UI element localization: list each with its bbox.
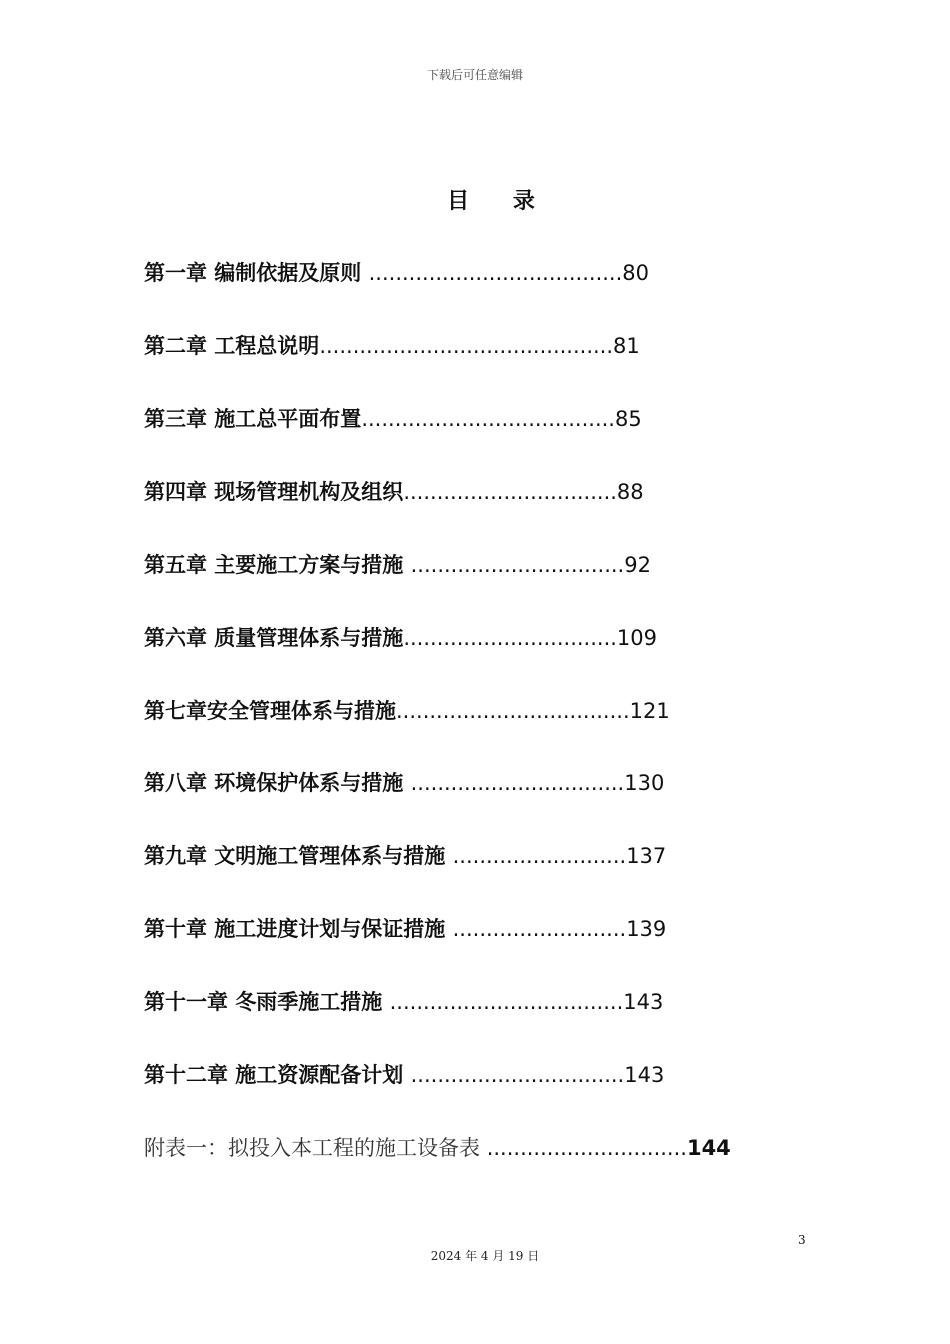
toc-entry-1[interactable] (144, 259, 649, 287)
toc-entry-title: 第八章 环境保护体系与措施 (144, 771, 411, 795)
toc-entry-title: 第十章 施工进度计划与保证措施 (144, 917, 453, 941)
toc-entry-2[interactable] (144, 332, 640, 360)
toc-entry-11[interactable] (144, 988, 663, 1016)
toc-entry-title: 第三章 施工总平面布置 (144, 407, 362, 431)
toc-leader-dots: ................................ (410, 771, 625, 795)
toc-page-number: 137 (626, 844, 667, 868)
toc-entry-3[interactable] (144, 405, 642, 433)
toc-entry-title: 第十二章 施工资源配备计划 (144, 1063, 411, 1087)
toc-leader-dots: ................................ (403, 480, 617, 504)
toc-page-number: 85 (614, 407, 642, 431)
toc-entry-5[interactable] (144, 551, 651, 579)
toc-page-number: 143 (623, 990, 664, 1014)
toc-entry-title: 第六章 质量管理体系与措施 (144, 626, 404, 650)
toc-entry-9[interactable] (144, 842, 666, 870)
toc-entry-10[interactable] (144, 915, 666, 943)
toc-title: 目 录 (447, 189, 553, 214)
toc-entry-12[interactable] (144, 1061, 664, 1089)
toc-leader-dots: ................................ (410, 1063, 625, 1087)
toc-leader-dots: ...................................... (368, 261, 623, 285)
toc-entry-appendix-1[interactable] (144, 1134, 731, 1162)
toc-entry-8[interactable] (144, 769, 664, 797)
toc-entry-title: 第一章 编制依据及原则 (144, 261, 369, 285)
toc-entry-title: 第九章 文明施工管理体系与措施 (144, 844, 453, 868)
toc-entry-title: 第七章安全管理体系与措施 (144, 699, 396, 723)
page-header: 下载后可任意编辑 (426, 68, 523, 82)
toc-page-number: 143 (624, 1063, 665, 1087)
toc-entry-title: 附表一：拟投入本工程的施工设备表 (144, 1136, 487, 1160)
toc-leader-dots: .......................... (452, 844, 627, 868)
toc-entry-7[interactable] (144, 697, 670, 725)
toc-page-number: 80 (622, 261, 650, 285)
toc-leader-dots: .......................... (452, 917, 627, 941)
toc-leader-dots: ................................ (410, 553, 625, 577)
toc-entry-4[interactable] (144, 478, 644, 506)
toc-page-number: 81 (613, 334, 640, 358)
toc-entry-6[interactable] (144, 624, 657, 652)
toc-page-number: 144 (686, 1136, 731, 1160)
page-number: 3 (798, 1233, 806, 1247)
toc-page-number: 92 (624, 553, 651, 577)
toc-leader-dots: .............................. (486, 1136, 687, 1160)
toc-page-number: 121 (629, 699, 670, 723)
toc-entry-title: 第五章 主要施工方案与措施 (144, 553, 411, 577)
toc-leader-dots: ................................ (403, 626, 617, 650)
toc-leader-dots: ...................................... (361, 407, 615, 431)
toc-entry-title: 第四章 现场管理机构及组织 (144, 480, 404, 504)
toc-leader-dots: ............................................ (319, 334, 614, 358)
toc-page-number: 139 (626, 917, 667, 941)
toc-leader-dots: ................................... (396, 699, 630, 723)
toc-leader-dots: ................................... (389, 990, 624, 1014)
toc-entry-title: 第二章 工程总说明 (144, 334, 320, 358)
toc-page-number: 130 (624, 771, 665, 795)
toc-entry-title: 第十一章 冬雨季施工措施 (144, 990, 390, 1014)
page-footer-date: 2024 年 4 月 19 日 (430, 1249, 540, 1263)
toc-page-number: 88 (616, 480, 644, 504)
toc-page-number: 109 (616, 626, 658, 650)
